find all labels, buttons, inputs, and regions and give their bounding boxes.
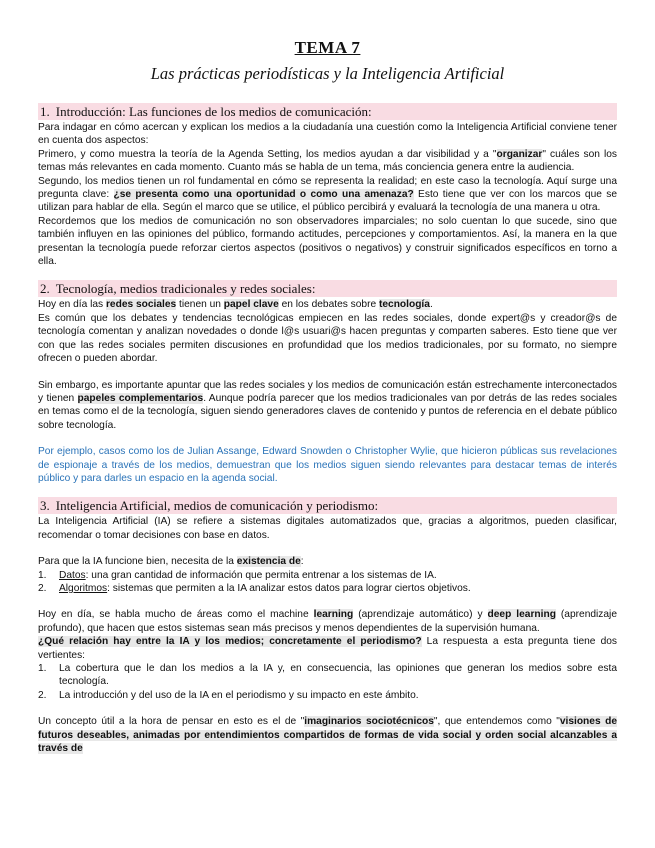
section-2-number: 2. <box>40 281 50 297</box>
highlight-tecnologia: tecnología <box>378 299 430 311</box>
list-item: 2. La introducción y del uso de la IA en el periodismo y su impacto en este ámbito. <box>38 689 419 701</box>
s3-paragraph-2: Para que la IA funcione bien, necesita de la existencia de: <box>38 556 304 568</box>
highlight-existencia-de: existencia de <box>236 556 301 568</box>
s1-paragraph-1: Para indagar en cómo acercan y explican los medios a la ciudadanía una cuestión como la Inteligencia Artificial conviene tener en cuenta dos aspectos: <box>38 122 617 147</box>
highlight-imaginarios: imaginarios sociotécnicos <box>304 716 434 728</box>
s2-paragraph-2: Es común que los debates y tendencias tecnológicas empiecen en las redes sociales, donde expert@s y creador@s de tecnología comentan y analizan novedades o donde l@s usuari@s hacen preguntas y comparten saberes. Esto tiene que ver con que las redes sociales permiten discusiones en profundidad que los medios tradicionales, por su formato, no siempre ofrecen o pueden abordar. <box>38 312 617 365</box>
highlight-learning: learning <box>313 609 354 621</box>
list-item: 2. Algoritmos: sistemas que permiten a la IA analizar estos datos para lograr ciertos objetivos. <box>38 582 471 594</box>
highlight-papeles-complementarios: papeles complementarios <box>77 392 204 404</box>
s1-paragraph-3: Segundo, los medios tienen un rol fundamental en cómo se representa la realidad; en este caso la tecnología. Aquí surge una pregunta clave: ¿se presenta como una oportunidad o como una amenaza? Esto tiene que ver con los marcos que se utilizan para hablar de ella. Según el marco que se utilice, el público percibirá y evaluará la tecnología de una manera u otra. <box>38 175 617 214</box>
list-item: 1. Datos: una gran cantidad de información que permita entrenar a los sistemas de IA. <box>38 569 437 581</box>
s2-paragraph-1: Hoy en día las redes sociales tienen un papel clave en los debates sobre tecnología. <box>38 299 433 311</box>
section-3-number: 3. <box>40 498 50 514</box>
s3-paragraph-3: Hoy en día, se habla mucho de áreas como el machine learning (aprendizaje automático) y deep learning (aprendizaje profundo), que hacen que estos sistemas sean más precisos y menos dependientes de la supervisión humana. <box>38 609 617 634</box>
s3-paragraph-1: La Inteligencia Artificial (IA) se refiere a sistemas digitales automatizados que, gracias a algoritmos, pueden clasificar, recomendar o tomar decisiones con base en datos. <box>38 516 617 541</box>
highlight-relation-question: ¿Qué relación hay entre la IA y los medios; concretamente el periodismo? <box>38 636 422 648</box>
section-2-title: Tecnología, medios tradicionales y redes sociales: <box>55 281 316 297</box>
document-subtitle: Las prácticas periodísticas y la Inteligencia Artificial <box>150 64 505 83</box>
s2-example-paragraph: Por ejemplo, casos como los de Julian Assange, Edward Snowden o Christopher Wylie, que hicieron públicas sus revelaciones de espionaje a través de los medios, demuestran que los medios siguen siendo relevantes para destacar temas de interés público y para darles un espacio en la agenda social. <box>38 446 617 484</box>
s3-paragraph-4: ¿Qué relación hay entre la IA y los medios; concretamente el periodismo? La respuesta a esta pregunta tiene dos vertientes: <box>38 636 617 661</box>
aspects-list <box>38 662 617 702</box>
s1-paragraph-2: Primero, y como muestra la teoría de la Agenda Setting, los medios ayudan a dar visibilidad y a "organizar" cuáles son los temas más relevantes en cada momento. Cuanto más se habla de un tema, más conciencia genera entre la audiencia. <box>38 148 617 174</box>
s3-paragraph-5: Un concepto útil a la hora de pensar en esto es el de "imaginarios sociotécnicos", que entendemos como "visiones de futuros deseables, animadas por entendimientos compartidos de formas de vida social y orden social alcanzables a través de <box>38 716 617 755</box>
highlight-question: ¿se presenta como una oportunidad o como una amenaza? <box>113 189 414 201</box>
highlight-organizar: organizar <box>496 148 543 160</box>
s1-paragraph-4: Recordemos que los medios de comunicación no son observadores imparciales; no solo cuentan lo que sucede, sino que también influyen en las opiniones del público, formando actitudes, percepciones y comportamientos. Así, la manera en la que presentan la tecnología puede reforzar ciertos aspectos (positivos o negativos) y construir significados específicos en torno a ella. <box>38 215 617 268</box>
s2-paragraph-3: Sin embargo, es importante apuntar que las redes sociales y los medios de comunicación están estrechamente interconectados y tienen papeles complementarios. Aunque podría parecer que los medios tradicionales van por detrás de las redes sociales en temas como el de la tecnología, siguen siendo generadores claves de contenido y puntos de referencia en el debate público sobre tecnología. <box>38 379 617 431</box>
highlight-deep-learning: deep learning <box>487 609 556 621</box>
list-item: 1. La cobertura que le dan los medios a la IA y, en consecuencia, las opiniones que generan los medios sobre esta tecnología. <box>38 663 617 688</box>
section-3-title: Inteligencia Artificial, medios de comunicación y periodismo: <box>55 498 379 514</box>
section-2-heading <box>38 280 617 297</box>
requirements-list <box>38 569 617 596</box>
section-1-number: 1. <box>40 104 50 119</box>
section-1-title: Introducción: Las funciones de los medios de comunicación: <box>55 104 372 119</box>
highlight-redes-sociales: redes sociales <box>105 299 177 311</box>
section-3-heading <box>38 497 617 514</box>
section-1-heading <box>38 103 617 120</box>
document-title: TEMA 7 <box>294 38 361 57</box>
highlight-visiones: visiones de futuros deseables, animadas por entendimientos compartidos de formas de vida social y orden social alcanzables a través de <box>38 716 617 755</box>
highlight-papel-clave: papel clave <box>223 299 279 311</box>
document-body <box>38 103 617 755</box>
